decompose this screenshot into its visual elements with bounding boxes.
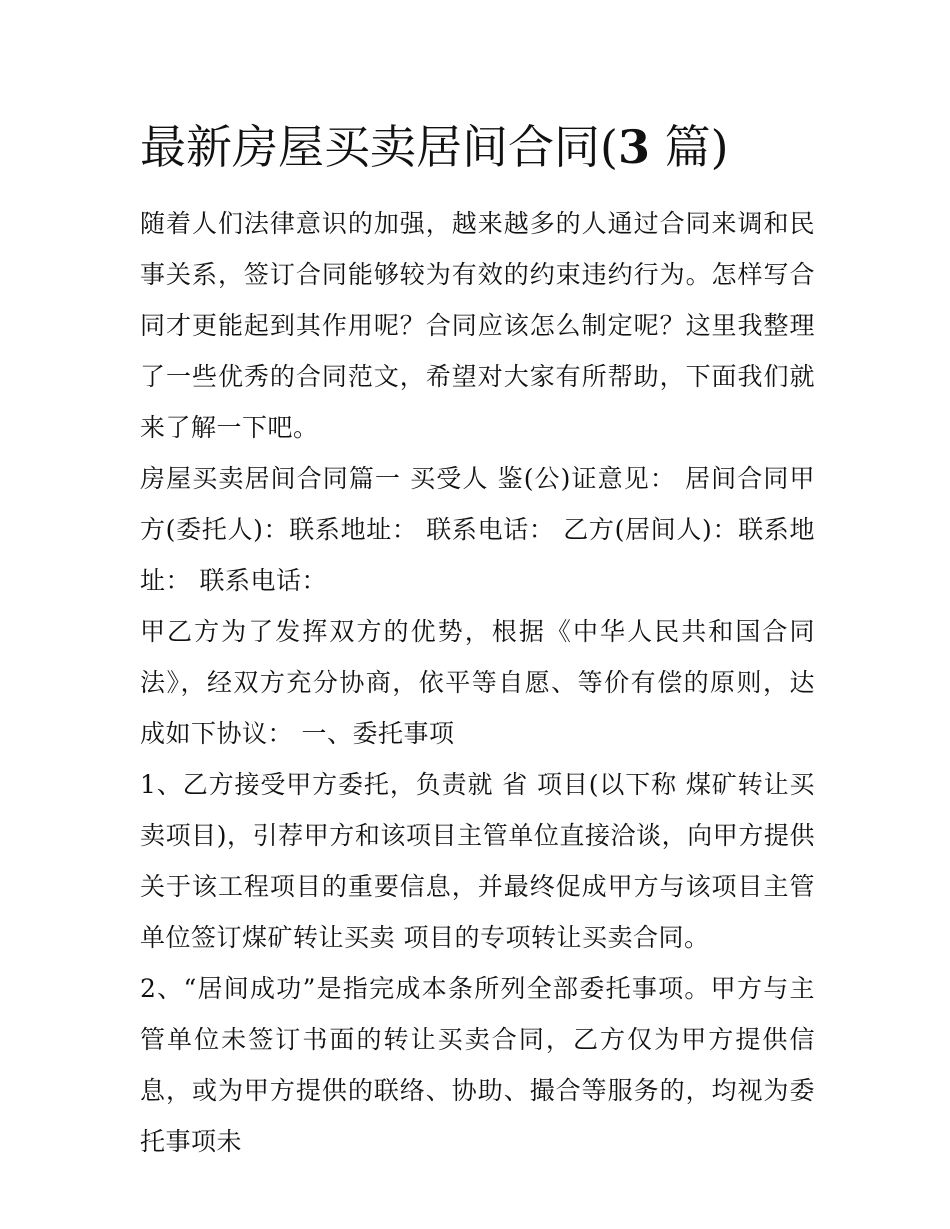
document-body [140, 198, 815, 1167]
title-text: 最新房屋买卖居间合同( [140, 120, 618, 174]
clause-1-paragraph: 1、乙方接受甲方委托，负责就 省 项目(以下称 煤矿转让买卖项目)，引荐甲方和该项目主管单位直接洽谈，向甲方提供关于该工程项目的重要信息，并最终促成甲方与该项目主管单位签订煤矿转让买卖 项目的专项转让买卖合同。 [140, 770, 815, 952]
agreement-preamble-paragraph: 甲乙方为了发挥双方的优势，根据《中华人民共和国合同法》，经双方充分协商，依平等自愿、等价有偿的原则，达成如下协议： 一、委托事项 [140, 617, 815, 748]
intro-paragraph: 随着人们法律意识的加强，越来越多的人通过合同来调和民事关系，签订合同能够较为有效的约束违约行为。怎样写合同才更能起到其作用呢？合同应该怎么制定呢？这里我整理了一些优秀的合同范文，希望对大家有所帮助，下面我们就来了解一下吧。 [140, 209, 815, 442]
title-suffix: 篇) [649, 120, 729, 174]
title-count: 3 [617, 120, 650, 174]
document-title [140, 112, 820, 182]
clause-2-paragraph: 2、“居间成功”是指完成本条所列全部委托事项。甲方与主管单位未签订书面的转让买卖合同，乙方仅为甲方提供信息，或为甲方提供的联络、协助、撮合等服务的，均视为委托事项未 [140, 974, 815, 1156]
contract-header-paragraph: 房屋买卖居间合同篇一 买受人 鉴(公)证意见： 居间合同甲方(委托人)：联系地址： 联系电话： 乙方(居间人)：联系地址： 联系电话： [140, 464, 815, 595]
